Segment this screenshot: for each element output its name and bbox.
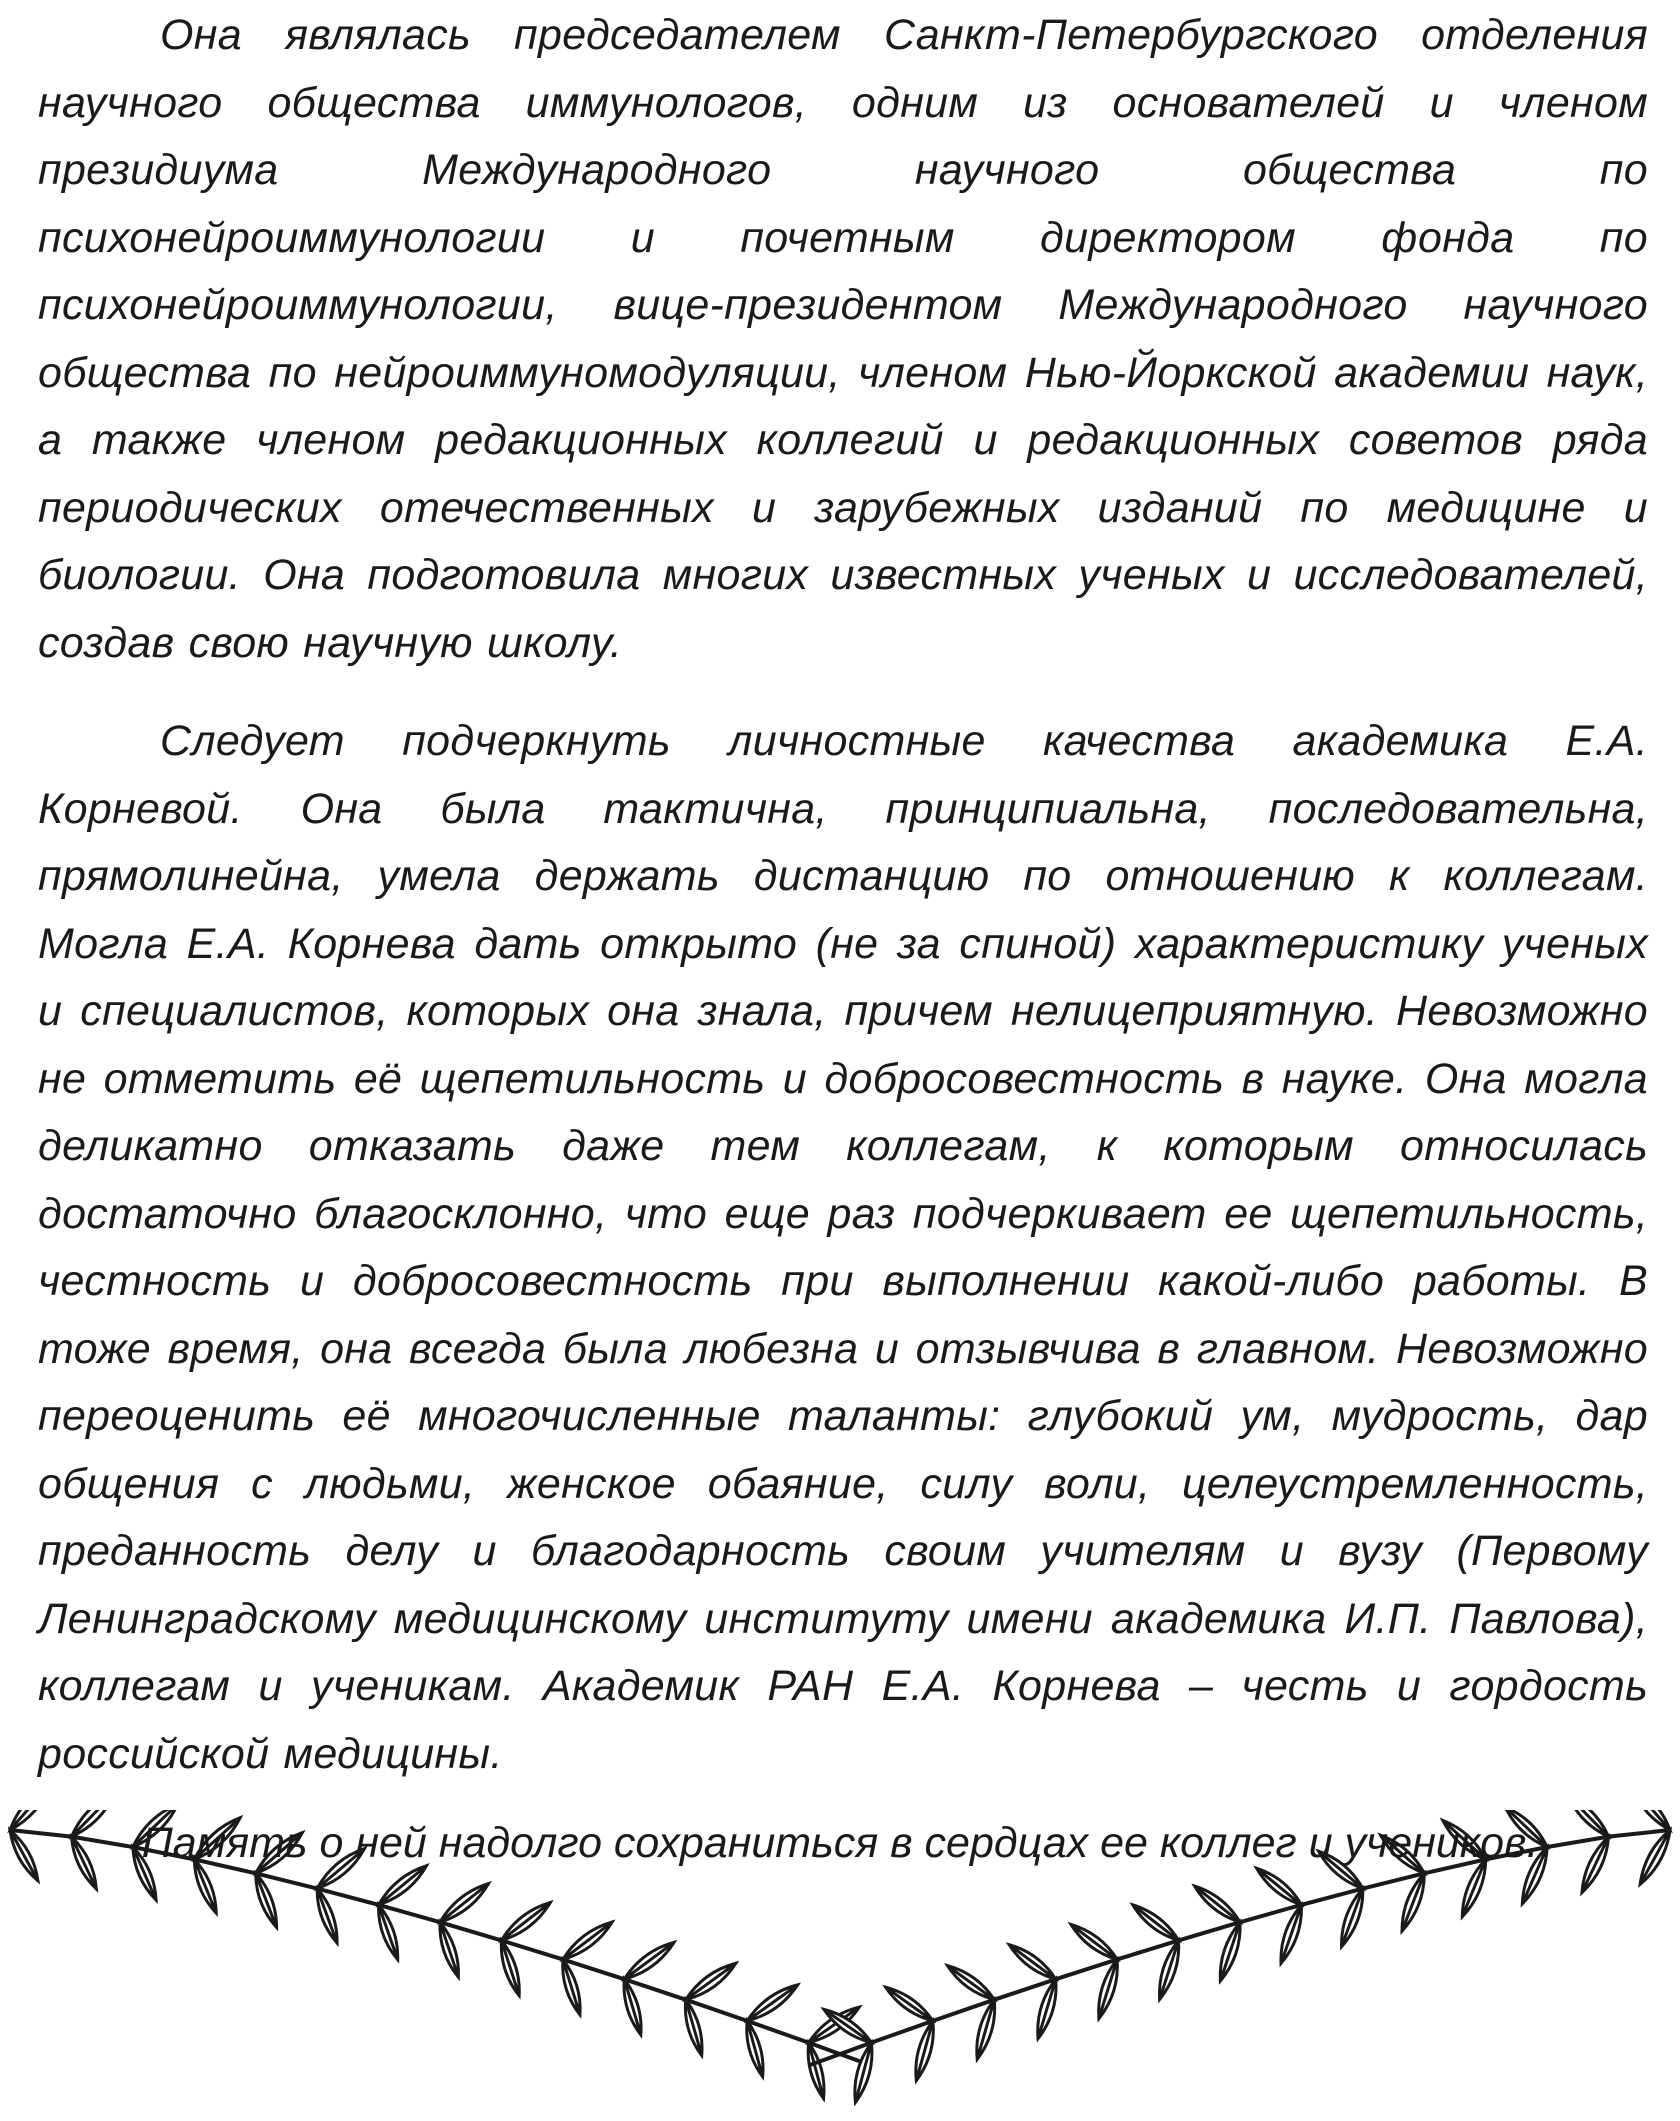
laurel-leaf	[747, 2021, 763, 2077]
laurel-leaf	[1009, 1945, 1056, 1980]
paragraph-1	[38, 2, 1648, 677]
laurel-leaf	[624, 1979, 641, 2035]
laurel-leaf	[1195, 1886, 1240, 1922]
laurel-leaf	[916, 2021, 933, 2081]
closing-line: Память о ней надолго сохраниться в сердцах ее коллег и учеников.	[141, 1819, 1539, 1867]
laurel-leaf	[1038, 1979, 1056, 2038]
laurel-leaf	[501, 1940, 519, 1995]
laurel-leaf	[747, 1985, 797, 2021]
laurel-leaf	[947, 1966, 994, 2000]
paragraph-1-text: Она являлась председателем Санкт-Петербургского отделения научного общества иммунологов, одним из основателей и членом президиума Международного научного общества по психонейроиммунологии и почетным директором фонда по психонейроиммунологии, вице-президентом Международного научного общества по нейроиммуномодуляции, членом Нью-Йоркской академии наук, а также членом редакционных коллегий и редакционных советов ряда периодических отечественных и зарубежных изданий по медицине и биологии. Она подготовила многих известных ученых и исследователей, создав свою научную школу.	[38, 11, 1648, 667]
laurel-leaf	[1402, 1873, 1424, 1931]
laurel-leaf	[440, 1922, 459, 1977]
laurel-leaf	[563, 1922, 612, 1959]
laurel-leaf	[379, 1905, 398, 1960]
paragraph-2-text: Следует подчеркнуть личностные качества академика Е.А. Корневой. Она была тактична, принципиальна, последовательна, прямолинейна, умела держать дистанцию по отношению к коллегам. Могла Е.А. Корнева дать открыто (не за спиной) характеристику ученых и специалистов, которых она знала, причем нелицеприятную. Невозможно не отметить её щепетильность и добросовестность в науке. Она могла деликатно отказать даже тем коллегам, к которым относилась достаточно благосклонно, что еще раз подчеркивает ее щепетильность, честность и добросовестность при выполнении какой-либо работы. В тоже время, она всегда была любезна и отзывчива в главном. Невозможно переоценить её многочисленные таланты: глубокий ум, мудрость, дар общения с людьми, женское обаяние, силу воли, целеустремленность, преданность делу и благодарность своим учителям и вузу (Первому Ленинградскому медицинскому институту имени академика И.П. Павлова), коллегам и ученикам. Академик РАН Е.А. Корнева – честь и гордость российской медицины.	[38, 717, 1648, 1778]
laurel-leaf	[685, 2000, 702, 2056]
laurel-leaf	[256, 1873, 277, 1927]
laurel-leaf	[977, 2000, 995, 2060]
laurel-leaf	[1071, 1924, 1117, 1959]
laurel-leaf	[1133, 1905, 1179, 1941]
laurel-leaf	[886, 1987, 933, 2021]
laurel-leaf	[624, 1942, 674, 1979]
laurel-leaf	[1099, 1959, 1118, 2018]
laurel-leaf	[855, 2043, 872, 2103]
laurel-leaf	[501, 1902, 550, 1940]
laurel-leaf	[686, 1963, 736, 1999]
laurel-leaf	[317, 1889, 337, 1943]
laurel-leaf	[1159, 1940, 1178, 1999]
laurel-leaf	[440, 1884, 489, 1923]
laurel-leaf	[1342, 1889, 1363, 1947]
laurel-leaf	[1281, 1905, 1302, 1964]
laurel-leaf	[563, 1959, 580, 2014]
laurel-leaf	[1220, 1922, 1240, 1981]
laurel-leaf	[808, 2043, 824, 2099]
paragraph-2	[38, 708, 1648, 1788]
